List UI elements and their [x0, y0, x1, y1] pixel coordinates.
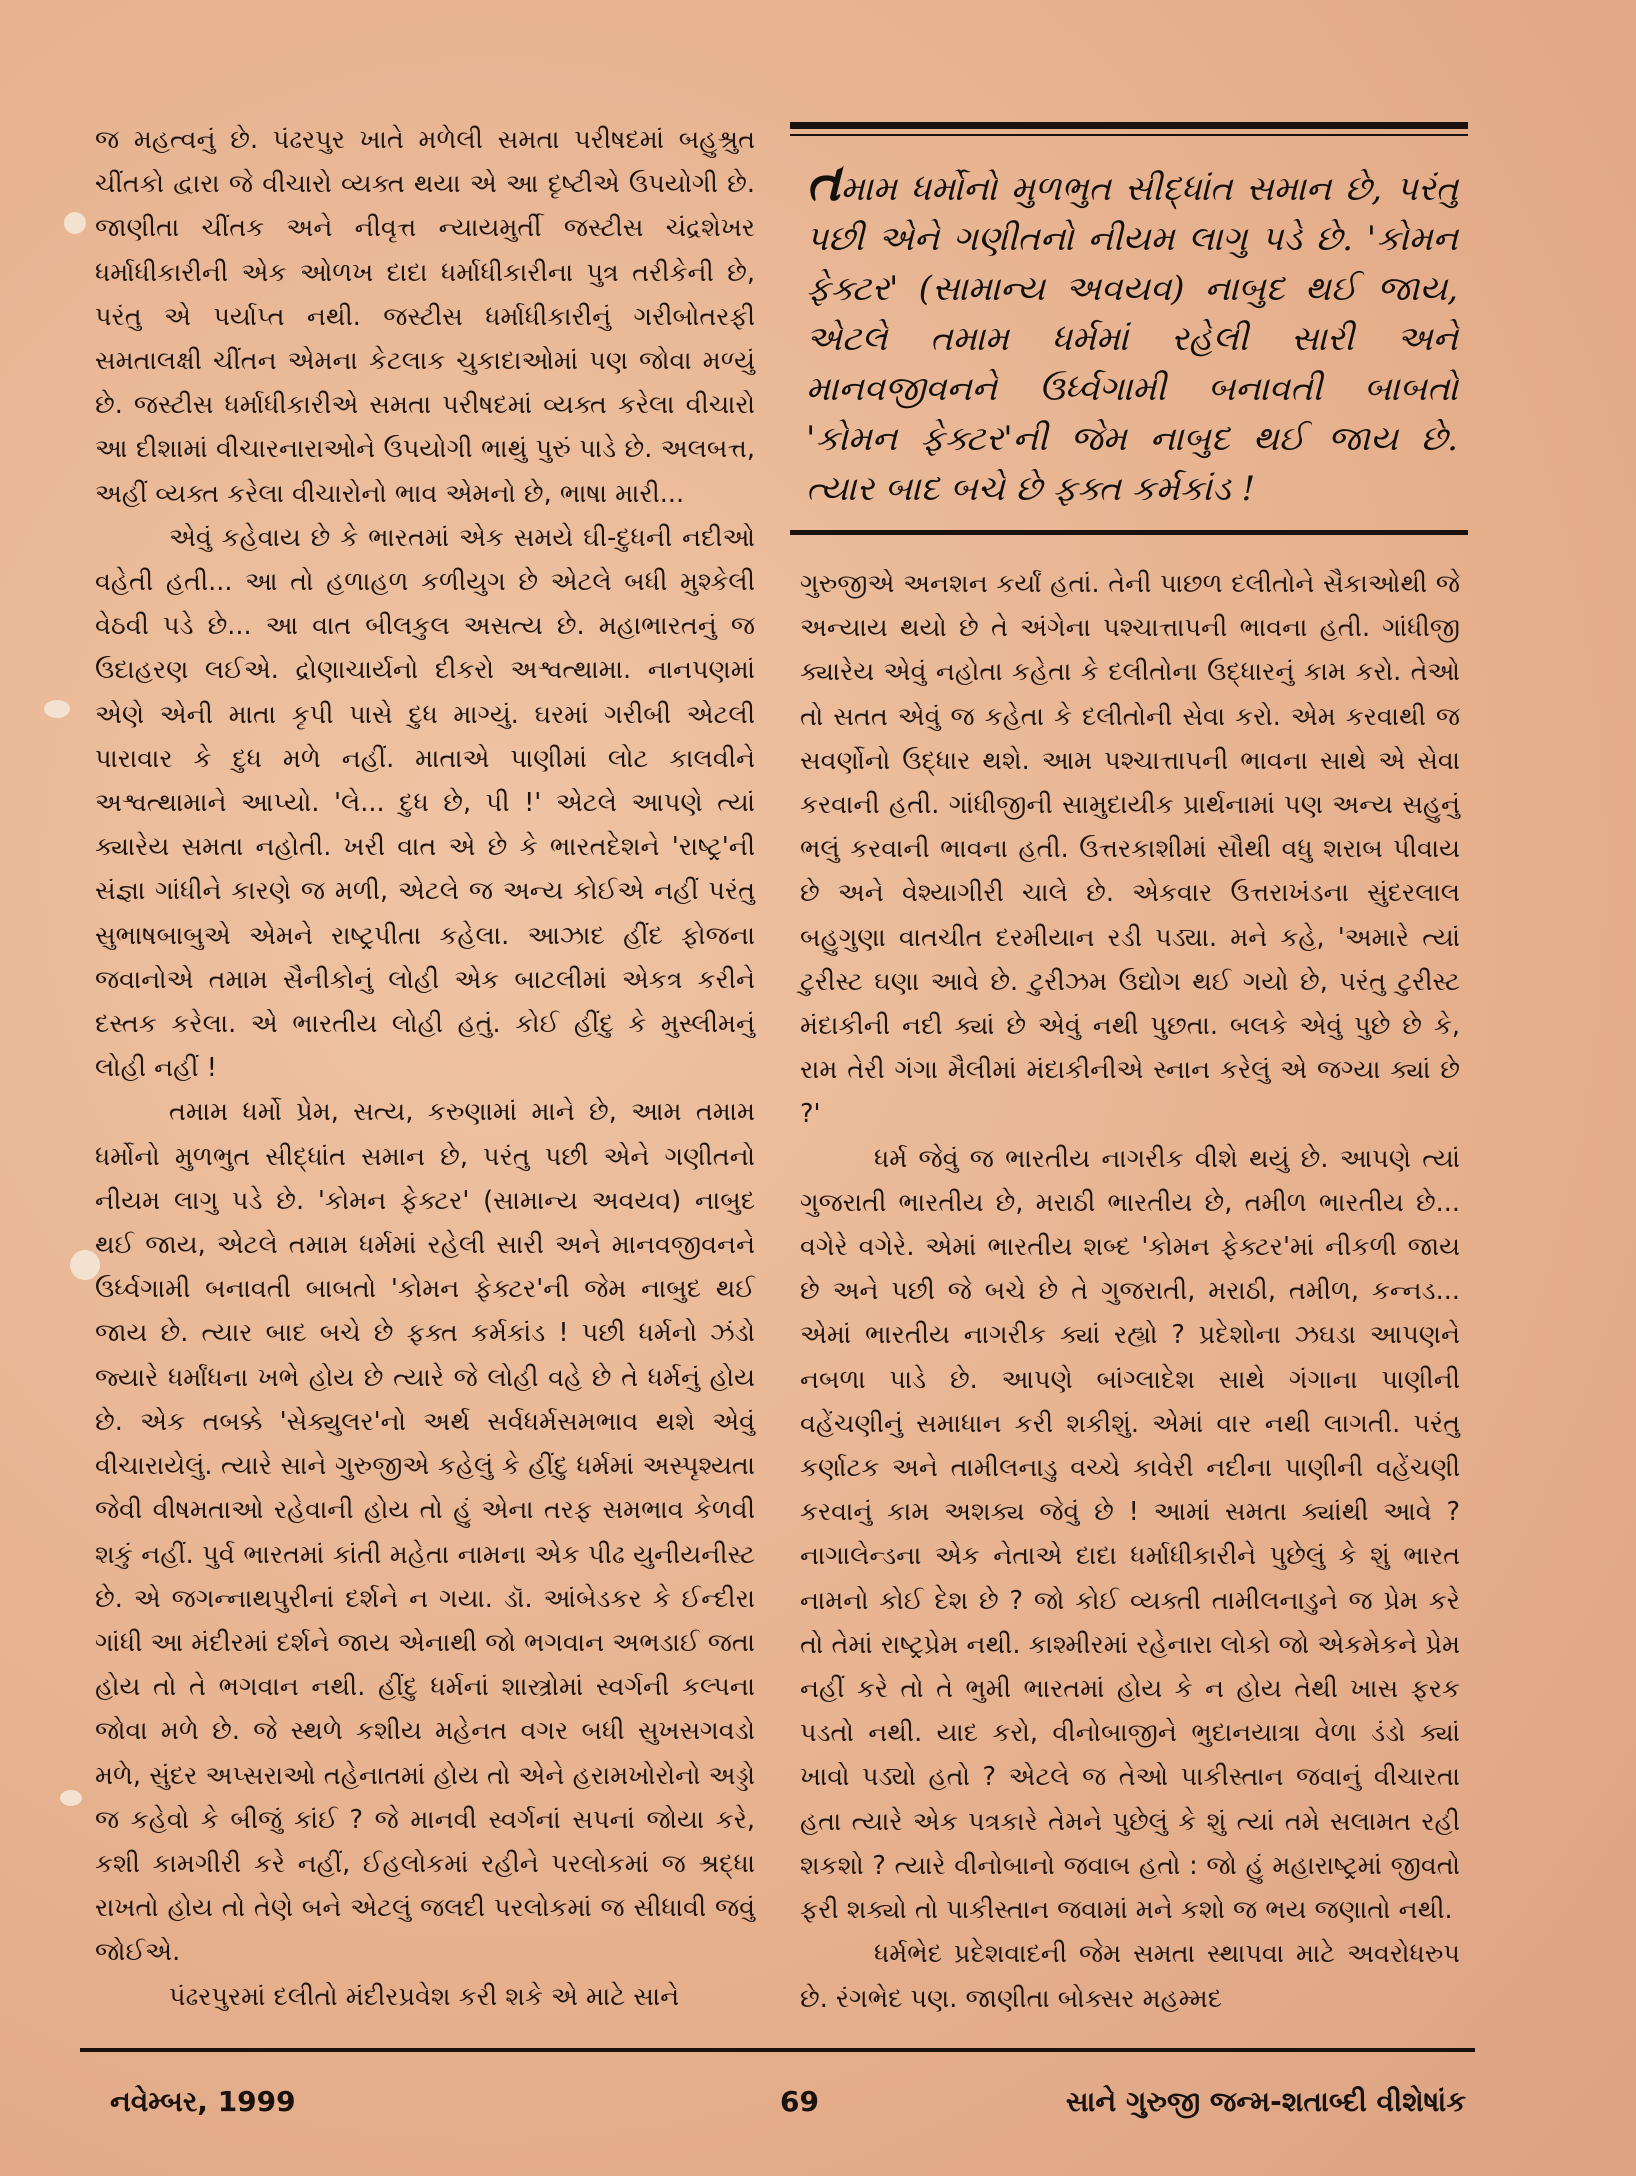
footer-date: નવેમ્બર, 1999	[110, 2085, 296, 2118]
left-paragraph: જ મહત્વનું છે. પંઢરપુર ખાતે મળેલી સમતા પરીષદમાં બહુશ્રુત ચીંતકો દ્વારા જે વીચારો વ્યક્ત થયા એ આ દૃષ્ટીએ ઉપયોગી છે. જાણીતા ચીંતક અને નીવૃત્ત ન્યાયમુર્તી જસ્ટીસ ચંદ્રશેખર ધર્માધીકારીની એક ઓળખ દાદા ધર્માધીકારીના પુત્ર તરીકેની છે, પરંતુ એ પર્યાપ્ત નથી. જસ્ટીસ ધર્માધીકારીનું ગરીબોતરફી સમતાલક્ષી ચીંતન એમના કેટલાક ચુકાદાઓમાં પણ જોવા મળ્યું છે. જસ્ટીસ ધર્માધીકારીએ સમતા પરીષદમાં વ્યક્ત કરેલા વીચારો આ દીશામાં વીચારનારાઓને ઉપયોગી ભાથું પુરું પાડે છે. અલબત્ત, અહીં વ્યક્ત કરેલા વીચારોનો ભાવ એમનો છે, ભાષા મારી...	[95, 125, 755, 509]
page-number: 69	[780, 2085, 819, 2118]
pull-quote	[806, 152, 1458, 514]
publication-title: સાને ગુરુજી જન્મ-શતાબ્દી વીશેષાંક	[1065, 2085, 1466, 2118]
right-column	[800, 562, 1460, 2021]
pull-quote-bottom-rule	[790, 530, 1468, 535]
left-column	[95, 118, 755, 2019]
left-paragraph: એવું કહેવાય છે કે ભારતમાં એક સમયે ઘી-દુધની નદીઓ વહેતી હતી... આ તો હળાહળ કળીયુગ છે એટલે બધી મુશ્કેલી વેઠવી પડે છે... આ વાત બીલકુલ અસત્ય છે. મહાભારતનું જ ઉદાહરણ લઈએ. દ્રોણાચાર્યનો દીકરો અશ્વત્થામા. નાનપણમાં એણે એની માતા કૃપી પાસે દુધ માગ્યું. ઘરમાં ગરીબી એટલી પારાવાર કે દુધ મળે નહીં. માતાએ પાણીમાં લોટ કાલવીને અશ્વત્થામાને આપ્યો. 'લે... દુધ છે, પી !' એટલે આપણે ત્યાં ક્યારેય સમતા નહોતી. ખરી વાત એ છે કે ભારતદેશને 'રાષ્ટ્ર'ની સંજ્ઞા ગાંધીને કારણે જ મળી, એટલે જ અન્ય કોઈએ નહીં પરંતુ સુભાષબાબુએ એમને રાષ્ટ્રપીતા કહેલા. આઝાદ હીંદ ફોજના જવાનોએ તમામ સૈનીકોનું લોહી એક બાટલીમાં એકત્ર કરીને દસ્તક કરેલા. એ ભારતીય લોહી હતું. કોઈ હીંદુ કે મુસ્લીમનું લોહી નહીં !	[95, 522, 755, 1084]
pull-quote-dropcap: ત	[806, 152, 841, 213]
page-tear-mark	[44, 700, 70, 718]
pull-quote-text: મામ ધર્મોનો મુળભુત સીદ્ધાંત સમાન છે, પરંતુ પછી એને ગણીતનો નીયમ લાગુ પડે છે. 'કોમન ફેક્ટર' (સામાન્ય અવયવ) નાબુદ થઈ જાય, એટલે તમામ ધર્મમાં રહેલી સારી અને માનવજીવનને ઉર્ધ્વગામી બનાવતી બાબતો 'કોમન ફેક્ટર'ની જેમ નાબુદ થઈ જાય છે. ત્યાર બાદ બચે છે ફક્ત કર્મકાંડ !	[806, 169, 1458, 509]
right-paragraph: ધર્મ જેવું જ ભારતીય નાગરીક વીશે થયું છે. આપણે ત્યાં ગુજરાતી ભારતીય છે, મરાઠી ભારતીય છે, તમીળ ભારતીય છે... વગેરે વગેરે. એમાં ભારતીય શબ્દ 'કોમન ફેક્ટર'માં નીકળી જાય છે અને પછી જે બચે છે તે ગુજરાતી, મરાઠી, તમીળ, કન્નડ... એમાં ભારતીય નાગરીક ક્યાં રહ્યો ? પ્રદેશોના ઝઘડા આપણને નબળા પાડે છે. આપણે બાંગ્લાદેશ સાથે ગંગાના પાણીની વહેંચણીનું સમાધાન કરી શકીશું. એમાં વાર નથી લાગતી. પરંતુ કર્ણાટક અને તામીલનાડુ વચ્ચે કાવેરી નદીના પાણીની વહેંચણી કરવાનું કામ અશક્ય જેવું છે ! આમાં સમતા ક્યાંથી આવે ? નાગાલેન્ડના એક નેતાએ દાદા ધર્માધીકારીને પુછેલું કે શું ભારત નામનો કોઈ દેશ છે ? જો કોઈ વ્યક્તી તામીલનાડુને જ પ્રેમ કરે તો તેમાં રાષ્ટ્રપ્રેમ નથી. કાશ્મીરમાં રહેનારા લોકો જો એકમેકને પ્રેમ નહીં કરે તો તે ભુમી ભારતમાં હોય કે ન હોય તેથી ખાસ ફરક પડતો નથી. યાદ કરો, વીનોબાજીને ભુદાનયાત્રા વેળા ડંડો ક્યાં ખાવો પડ્યો હતો ? એટલે જ તેઓ પાકીસ્તાન જવાનું વીચારતા હતા ત્યારે એક પત્રકારે તેમને પુછેલું કે શું ત્યાં તમે સલામત રહી શકશો ? ત્યારે વીનોબાનો જવાબ હતો : જો હું મહારાષ્ટ્રમાં જીવતો ફરી શક્યો તો પાકીસ્તાન જવામાં મને કશો જ ભય જણાતો નથી.	[800, 1143, 1460, 1926]
right-paragraph: ધર્મભેદ પ્રદેશવાદની જેમ સમતા સ્થાપવા માટે અવરોધરુપ છે. રંગભેદ પણ. જાણીતા બોક્સર મહમ્મદ	[800, 1939, 1460, 2014]
footer-rule	[80, 2048, 1475, 2052]
left-paragraph: પંઢરપુરમાં દલીતો મંદીરપ્રવેશ કરી શકે એ માટે સાને	[169, 1981, 680, 2012]
page-tear-mark	[64, 212, 86, 234]
pull-quote-top-rule-thin	[790, 134, 1468, 136]
pull-quote-top-rule	[790, 122, 1468, 129]
page-tear-mark	[60, 1790, 82, 1806]
right-paragraph: ગુરુજીએ અનશન કર્યાં હતાં. તેની પાછળ દલીતોને સૈકાઓથી જે અન્યાય થયો છે તે અંગેના પશ્ચાત્તાપની ભાવના હતી. ગાંધીજી ક્યારેય એવું નહોતા કહેતા કે દલીતોના ઉદ્ધારનું કામ કરો. તેઓ તો સતત એવું જ કહેતા કે દલીતોની સેવા કરો. એમ કરવાથી જ સવર્ણોનો ઉદ્ધાર થશે. આમ પશ્ચાત્તાપની ભાવના સાથે એ સેવા કરવાની હતી. ગાંધીજીની સામુદાયીક પ્રાર્થનામાં પણ અન્ય સહુનું ભલું કરવાની ભાવના હતી. ઉત્તરકાશીમાં સૌથી વધુ શરાબ પીવાય છે અને વેશ્યાગીરી ચાલે છે. એકવાર ઉત્તરાખંડના સુંદરલાલ બહુગુણા વાતચીત દરમીયાન રડી પડ્યા. મને કહે, 'અમારે ત્યાં ટુરીસ્ટ ઘણા આવે છે. ટુરીઝમ ઉદ્યોગ થઈ ગયો છે, પરંતુ ટુરીસ્ટ મંદાકીની નદી ક્યાં છે એવું નથી પુછતા. બલકે એવું પુછે છે કે, રામ તેરી ગંગા મૈલીમાં મંદાકીનીએ સ્નાન કરેલું એ જગ્યા ક્યાં છે ?'	[800, 569, 1460, 1130]
left-paragraph: તમામ ધર્મો પ્રેમ, સત્ય, કરુણામાં માને છે, આમ તમામ ધર્મોનો મુળભુત સીદ્ધાંત સમાન છે, પરંતુ પછી એને ગણીતનો નીયમ લાગુ પડે છે. 'કોમન ફેક્ટર' (સામાન્ય અવયવ) નાબુદ થઈ જાય, એટલે તમામ ધર્મમાં રહેલી સારી અને માનવજીવનને ઉર્ધ્વગામી બનાવતી બાબતો 'કોમન ફેક્ટર'ની જેમ નાબુદ થઈ જાય છે. ત્યાર બાદ બચે છે ફક્ત કર્મકાંડ ! પછી ધર્મનો ઝંડો જ્યારે ધર્માંધના ખભે હોય છે ત્યારે જે લોહી વહે છે તે ધર્મનું હોય છે. એક તબક્કે 'સેક્યુલર'નો અર્થ સર્વધર્મસમભાવ થશે એવું વીચારાયેલું. ત્યારે સાને ગુરુજીએ કહેલું કે હીંદુ ધર્મમાં અસ્પૃશ્યતા જેવી વીષમતાઓ રહેવાની હોય તો હું એના તરફ સમભાવ કેળવી શકું નહીં. પુર્વ ભારતમાં કાંતી મહેતા નામના એક પીઢ યુનીયનીસ્ટ છે. એ જગન્નાથપુરીનાં દર્શને ન ગયા. ડૉ. આંબેડકર કે ઈન્દીરા ગાંધી આ મંદીરમાં દર્શને જાય એનાથી જો ભગવાન અભડાઈ જતા હોય તો તે ભગવાન નથી. હીંદુ ધર્મનાં શાસ્ત્રોમાં સ્વર્ગની કલ્પના જોવા મળે છે. જે સ્થળે કશીય મહેનત વગર બધી સુખસગવડો મળે, સુંદર અપ્સરાઓ તહેનાતમાં હોય તો એને હરામખોરોનો અડ્ડો જ કહેવો કે બીજું કાંઈ ? જે માનવી સ્વર્ગનાં સપનાં જોયા કરે, કશી કામગીરી કરે નહીં, ઈહલોકમાં રહીને પરલોકમાં જ શ્રદ્ધા રાખતો હોય તો તેણે બને એટલું જલદી પરલોકમાં જ સીધાવી જવું જોઈએ.	[95, 1097, 755, 1968]
